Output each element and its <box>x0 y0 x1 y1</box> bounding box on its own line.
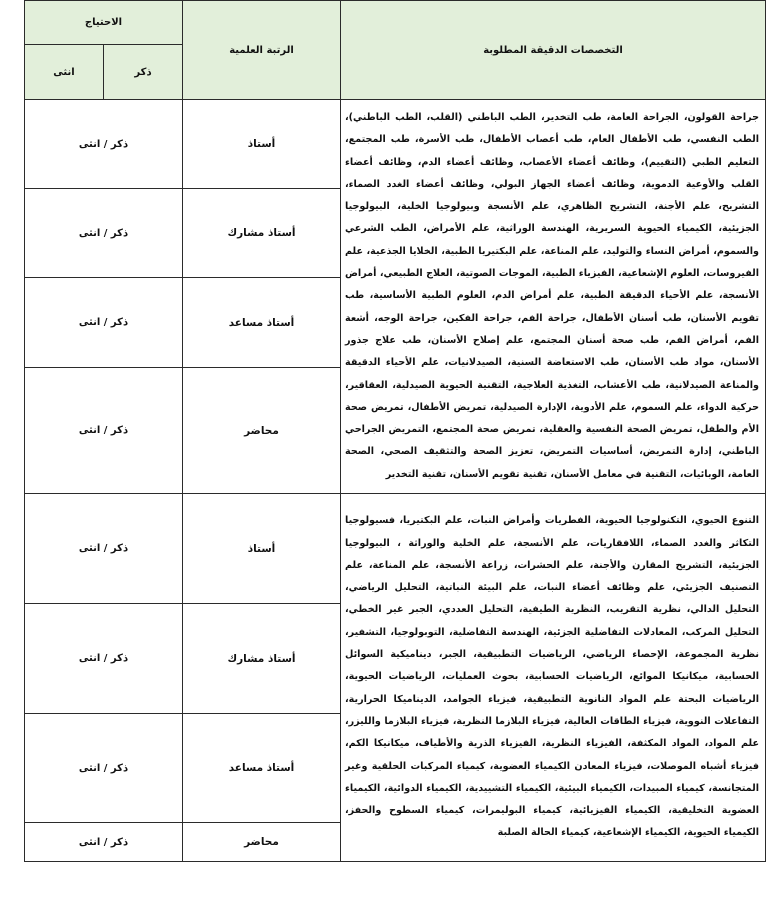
header-male: ذكر <box>104 45 183 100</box>
group1-rank-lecturer: محاضر <box>183 368 341 494</box>
group1-specializations: جراحة القولون، الجراحة العامة، طب التخدير، الطب الباطني (القلب، الطب الباطني)، الطب النفسي، طب الأطفال العام، طب أعصاب الأطفال، طب الأسرة، طب المجتمع، التعليم الطبي (التقييم)، وظائف أعضاء الأعصاب، وظائف أعضاء الدم، وظائف أعضاء القلب والأوعية الدموية، وظائف أعضاء الجهاز البولي، وظائف أعضاء الغدد الصماء، التشريح، علم الأجنة، التشريح الظاهري، علم الأنسجة وبيولوجيا الخلية، البيولوجيا الجزيئية، الكيمياء الحيوية السريرية، الهندسة الوراثية، علم الأمراض، الطب الشرعي والسموم، أمراض النساء والتوليد، علم المناعة، علم البكتيريا الطبية، الخلايا الجذعية، علم الفيروسات، العلوم الإشعاعية، الفيزياء الطبية، الموجات الصوتية، العلاج الطبيعي، أمراض الأنسجة، علم الأحياء الدقيقة الطبية، علم أمراض الدم، العلوم الطبية الأساسية، طب تقويم الأسنان، طب أسنان الأطفال، جراحة الفم، جراحة الفكين، جراحة الوجه، أشعة الفم، أمراض الفم، طب صحة أسنان المجتمع، علم إصلاح الأسنان، طب علاج جذور الأسنان، مواد طب الأسنان، طب الاستعاضة السنية، الصيدلانيات، علم الأحياء الدقيقة والمناعة الصيدلانية، طب الأعشاب، التغذية العلاجية، التقنية الحيوية الصيدلية، العقاقير، حركية الدواء، علم السموم، علم الأدوية، الإدارة الصيدلية، تمريض الأطفال، تمريض صحة الأم والطفل، تمريض الصحة النفسية والعقلية، تمريض صحة المجتمع، التمريض الجراحي الباطني، إدارة التمريض، أساسيات التمريض، تعزيز الصحة والتثقيف الصحي، الصحة العامة، الوبائيات، التقنية في معامل الأسنان، تقنية تقويم الأسنان، تقنية التخدير <box>341 100 766 494</box>
group2-specializations: التنوع الحيوي، التكنولوجيا الحيوية، الفطريات وأمراض النبات، علم البكتيريا، فسيولوجيا التكاثر والغدد الصماء، اللافقاريات، علم الأنسجة، علم الخلية والوراثة ، البيولوجيا الجزيئية، التشريح المقارن والأجنة، علم الحشرات، زراعة الأنسجة، علم المناعة، علم التصنيف الجزيئي، علم وظائف أعضاء النبات، علم البيئة النباتية، التحليل الرياضي، التحليل الدالي، نظرية التقريب، النظرية الطيفية، التحليل العددي، الجبر غير الخطي، التحليل المركب، المعادلات التفاضلية الجزئية، الهندسة التفاضلية، التوبولوجيا، التشفير، نظرية المجموعة، الإحصاء الرياضي، الرياضيات التطبيقية، الجبر، ديناميكية السوائل الحسابية، ميكانيكا الموائع، الرياضيات الحسابية، بحوث العمليات، الرياضيات الحيوية، الرياضيات البحتة علم المواد النانوية التطبيقية، فيزياء الجوامد، الديناميكا الحرارية، التفاعلات النووية، فيزياء الطاقات العالية، فيزياء البلازما النظرية، فيزياء البلازما والليزر، علم المواد، المواد المكثفة، الفيزياء النظرية، الفيزياء الذرية والأطياف، ميكانيكا الكم، فيزياء أشباه الموصلات، فيزياء المعادن الكيمياء العضوية، كيمياء المركبات الحلقية وغير المتجانسة، كيمياء المبيدات، الكيمياء البيئية، الكيمياء التشييدية، الكيمياء الدوائية، الكيمياء العضوية التخليقية، الكيمياء الفيزيائية، كيمياء البوليمرات، كيمياء السطوح والحفز، الكيمياء الحيوية، الكيمياء الإشعاعية، كيمياء الحالة الصلبة <box>341 494 766 862</box>
group1-need-assistant: ذكر / انثى <box>25 278 183 368</box>
group2-rank-professor: أستاذ <box>183 494 341 604</box>
header-need: الاحتياج <box>25 1 183 45</box>
group2-need-assistant: ذكر / انثى <box>25 714 183 823</box>
group1-rank-assistant: أستاذ مساعد <box>183 278 341 368</box>
header-female: انثى <box>25 45 104 100</box>
group2-need-lecturer: ذكر / انثى <box>25 823 183 862</box>
group2-rank-associate: أستاذ مشارك <box>183 604 341 714</box>
group2-need-associate: ذكر / انثى <box>25 604 183 714</box>
group1-rank-associate: أستاذ مشارك <box>183 189 341 278</box>
group1-need-professor: ذكر / انثى <box>25 100 183 189</box>
header-rank: الرتبة العلمية <box>183 1 341 100</box>
header-specializations: التخصصات الدقيقة المطلوبة <box>341 1 766 100</box>
group1-need-lecturer: ذكر / انثى <box>25 368 183 494</box>
specializations-table <box>24 0 766 862</box>
group1-need-associate: ذكر / انثى <box>25 189 183 278</box>
group1-rank-professor: أستاذ <box>183 100 341 189</box>
group2-need-professor: ذكر / انثى <box>25 494 183 604</box>
group2-rank-assistant: أستاذ مساعد <box>183 714 341 823</box>
group2-rank-lecturer: محاضر <box>183 823 341 862</box>
